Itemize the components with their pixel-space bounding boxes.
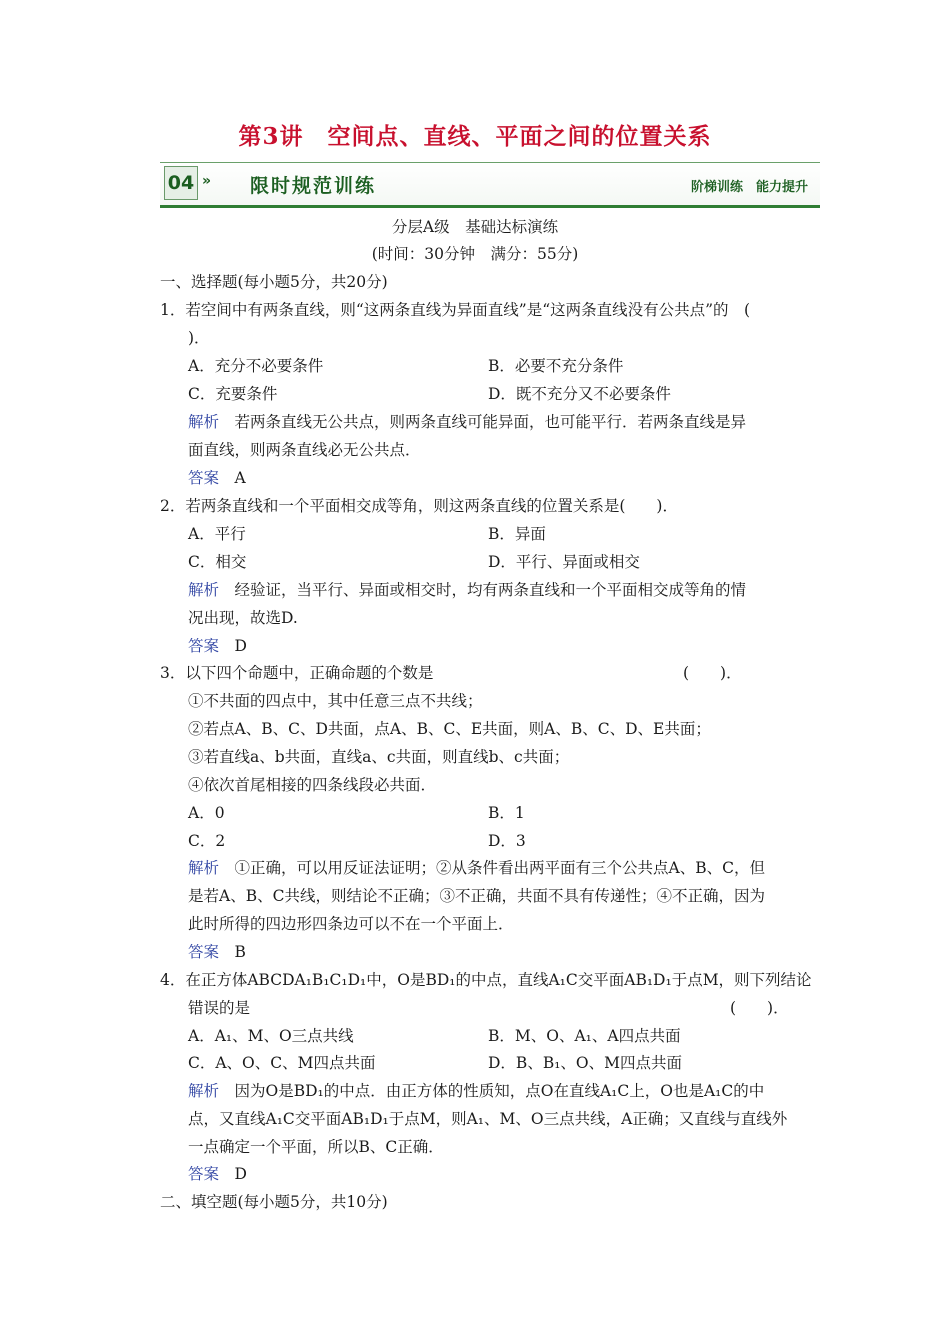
q4-analysis-cont: 点，又直线A₁C交平面AB₁D₁于点M，则A₁、M、O三点共线，A正确；又直线与直线外 <box>188 1110 788 1128</box>
q4-answer-bracket: ( )． <box>730 999 789 1017</box>
q3-option-d: D．3 <box>488 832 526 850</box>
q1-option-d: D．既不充分又不必要条件 <box>488 385 671 403</box>
q1-option-b: B．必要不充分条件 <box>488 357 624 375</box>
q1-analysis-cont: 面直线，则两条直线必无公共点． <box>188 441 421 459</box>
q2-analysis-cont: 况出现，故选D. <box>188 609 298 627</box>
q4-analysis-text: 因为O是BD₁的中点．由正方体的性质知，点O在直线A₁C上，O也是A₁C的中 <box>234 1082 765 1100</box>
q3-proposition-4: ④依次首尾相接的四条线段必共面． <box>188 776 437 794</box>
banner-number: 04 <box>164 166 198 200</box>
q1-stem: 1．若空间中有两条直线，则“这两条直线为异面直线”是“这两条直线没有公共点”的 ( <box>160 301 751 319</box>
q2-analysis <box>188 580 746 600</box>
q3-analysis-text: ①正确，可以用反证法证明；②从条件看出两平面有三个公共点A、B、C，但 <box>234 859 765 877</box>
q1-answer-value: A <box>234 469 246 487</box>
analysis-label: 解析 <box>188 859 220 877</box>
analysis-label: 解析 <box>188 413 220 431</box>
q3-option-a: A．0 <box>188 804 225 822</box>
q4-stem: 4．在正方体ABCDA₁B₁C₁D₁中，O是BD₁的中点，直线A₁C交平面AB₁D₁于点M，则下列结论 <box>160 971 812 989</box>
answer-label: 答案 <box>188 469 220 487</box>
q2-stem: 2．若两条直线和一个平面相交成等角，则这两条直线的位置关系是( )． <box>160 497 678 515</box>
q4-analysis-cont-2: 一点确定一个平面，所以B、C正确． <box>188 1138 444 1156</box>
answer-label: 答案 <box>188 1165 220 1183</box>
q3-proposition-1: ①不共面的四点中，其中任意三点不共线； <box>188 692 483 710</box>
q2-analysis-text: 经验证，当平行、异面或相交时，均有两条直线和一个平面相交成等角的情 <box>234 581 747 599</box>
q3-analysis-cont-2: 此时所得的四边形四条边可以不在一个平面上． <box>188 915 514 933</box>
q2-option-d: D．平行、异面或相交 <box>488 553 640 571</box>
q1-analysis-text: 若两条直线无公共点，则两条直线可能异面，也可能平行．若两条直线是异 <box>234 413 747 431</box>
q1-analysis <box>188 412 746 432</box>
double-chevron-icon: » <box>202 173 212 189</box>
q1-option-a: A．充分不必要条件 <box>188 357 324 375</box>
section-banner <box>160 162 820 208</box>
time-info: (时间：30分钟 满分：55分) <box>371 245 579 263</box>
q4-option-a: A．A₁、M、O三点共线 <box>188 1027 354 1045</box>
q1-stem-end: )． <box>188 329 210 347</box>
q4-option-c: C．A、O、C、M四点共面 <box>188 1054 376 1072</box>
q3-answer <box>188 942 246 962</box>
q4-stem-cont: 错误的是 <box>188 999 251 1017</box>
q2-option-c: C．相交 <box>188 553 247 571</box>
q4-answer <box>188 1164 247 1184</box>
subtitle: 分层A级 基础达标演练 <box>391 218 559 236</box>
banner-title: 限时规范训练 <box>250 175 377 197</box>
q3-answer-value: B <box>234 943 246 961</box>
section-heading-fill-in: 二、填空题(每小题5分，共10分) <box>160 1193 388 1211</box>
q3-option-b: B．1 <box>488 804 525 822</box>
q2-answer <box>188 636 247 656</box>
q3-answer-bracket: ( )． <box>683 664 742 682</box>
q4-analysis <box>188 1081 764 1101</box>
analysis-label: 解析 <box>188 581 220 599</box>
q1-answer <box>188 468 246 488</box>
section-heading-choice: 一、选择题(每小题5分，共20分) <box>160 273 388 291</box>
q3-stem: 3．以下四个命题中，正确命题的个数是 <box>160 664 434 682</box>
q2-answer-value: D <box>234 637 247 655</box>
answer-label: 答案 <box>188 943 220 961</box>
q4-option-b: B．M、O、A₁、A四点共面 <box>488 1027 681 1045</box>
q4-option-d: D．B、B₁、O、M四点共面 <box>488 1054 683 1072</box>
q4-answer-value: D <box>234 1165 247 1183</box>
q3-option-c: C．2 <box>188 832 226 850</box>
q3-proposition-3: ③若直线a、b共面，直线a、c共面，则直线b、c共面； <box>188 748 570 766</box>
page-title: 第3讲 空间点、直线、平面之间的位置关系 <box>238 123 712 150</box>
q3-proposition-2: ②若点A、B、C、D共面，点A、B、C、E共面，则A、B、C、D、E共面； <box>188 720 711 738</box>
q1-option-c: C．充要条件 <box>188 385 278 403</box>
analysis-label: 解析 <box>188 1082 220 1100</box>
q2-option-b: B．异面 <box>488 525 546 543</box>
answer-label: 答案 <box>188 637 220 655</box>
q3-analysis <box>188 858 765 878</box>
q2-option-a: A．平行 <box>188 525 246 543</box>
q3-analysis-cont: 是若A、B、C共线，则结论不正确；③不正确，共面不具有传递性；④不正确，因为 <box>188 887 765 905</box>
banner-slogan: 阶梯训练 能力提升 <box>690 180 808 195</box>
